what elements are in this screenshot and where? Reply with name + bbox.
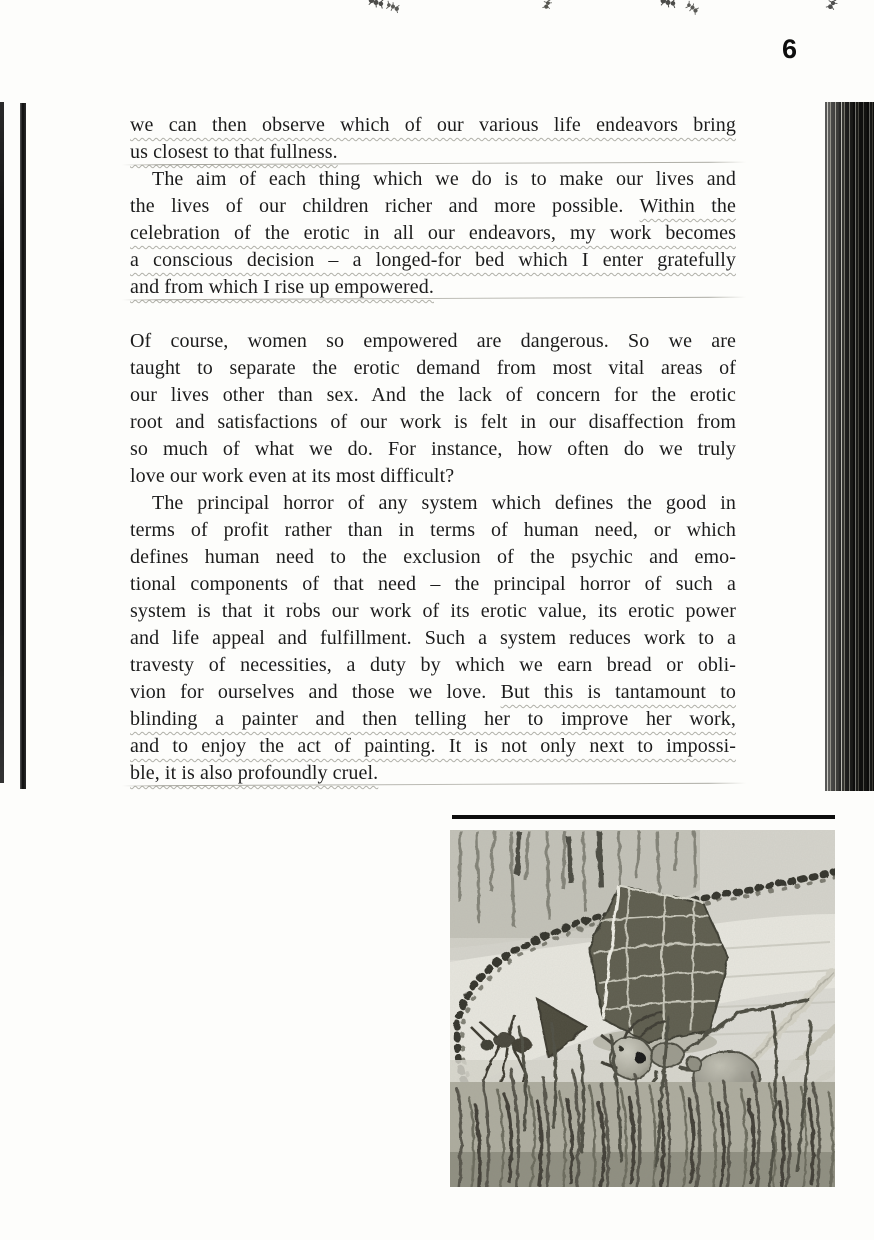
text-line: Of course, women so empowered are dangerous. So we are [130,330,736,352]
text-line: our lives other than sex. And the lack of concern for the erotic [130,384,736,406]
binding-line-outer [0,102,4,783]
paragraph [130,112,736,166]
text-line: and to enjoy the act of painting. It is not only next to impossi- [130,735,736,757]
text-line: terms of profit rather than in terms of human need, or which [130,519,736,541]
paragraph [130,166,736,301]
text-line: so much of what we do. For instance, how often do we truly [130,438,736,460]
text-line: taught to separate the erotic demand from most vital areas of [130,357,736,379]
text-line: root and satisfactions of our work is felt in our disaffection from [130,411,736,433]
text-line: tional components of that need – the principal horror of such a [130,573,736,595]
text-line: celebration of the erotic in all our endeavors, my work becomes [130,222,736,244]
text-line: system is that it robs our work of its erotic value, its erotic power [130,600,736,622]
paragraph [130,490,736,787]
text-line: and life appeal and fulfillment. Such a system reduces work to a [130,627,736,649]
text-line: we can then observe which of our various life endeavors bring [130,114,736,136]
text-line: vion for ourselves and those we love. But this is tantamount to [130,681,737,703]
ant-doodle-icon [658,0,678,10]
text-line: the lives of our children richer and more possible. Within the [130,195,736,217]
page-edge-bar [825,102,874,791]
ant-doodle-icon [824,0,842,11]
ant-illustration [450,830,835,1187]
text-line: love our work even at its most difficult? [130,465,455,487]
text-line: The aim of each thing which we do is to make our lives and [152,168,736,190]
paragraph [130,328,736,490]
ant-doodle-icon [384,0,402,13]
text-line: a conscious decision – a longed-for bed which I enter gratefully [130,249,736,271]
text-line: us closest to that fullness. [130,139,736,166]
text-line: The principal horror of any system which defines the good in [152,492,736,514]
text-line: blinding a painter and then telling her to improve her work, [130,708,736,730]
text-line: ble, it is also profoundly cruel. [130,760,736,787]
illustration-rule [452,815,835,819]
text-line: defines human need to the exclusion of the psychic and emo- [130,546,736,568]
page-number: 6 [782,34,798,64]
ant-doodle-icon [684,1,701,14]
ant-doodle-icon [540,0,556,11]
body-text [130,112,736,787]
binding-line-inner [20,103,26,789]
text-line: and from which I rise up empowered. [130,274,736,301]
text-line: travesty of necessities, a duty by which we earn bread or obli- [130,654,736,676]
